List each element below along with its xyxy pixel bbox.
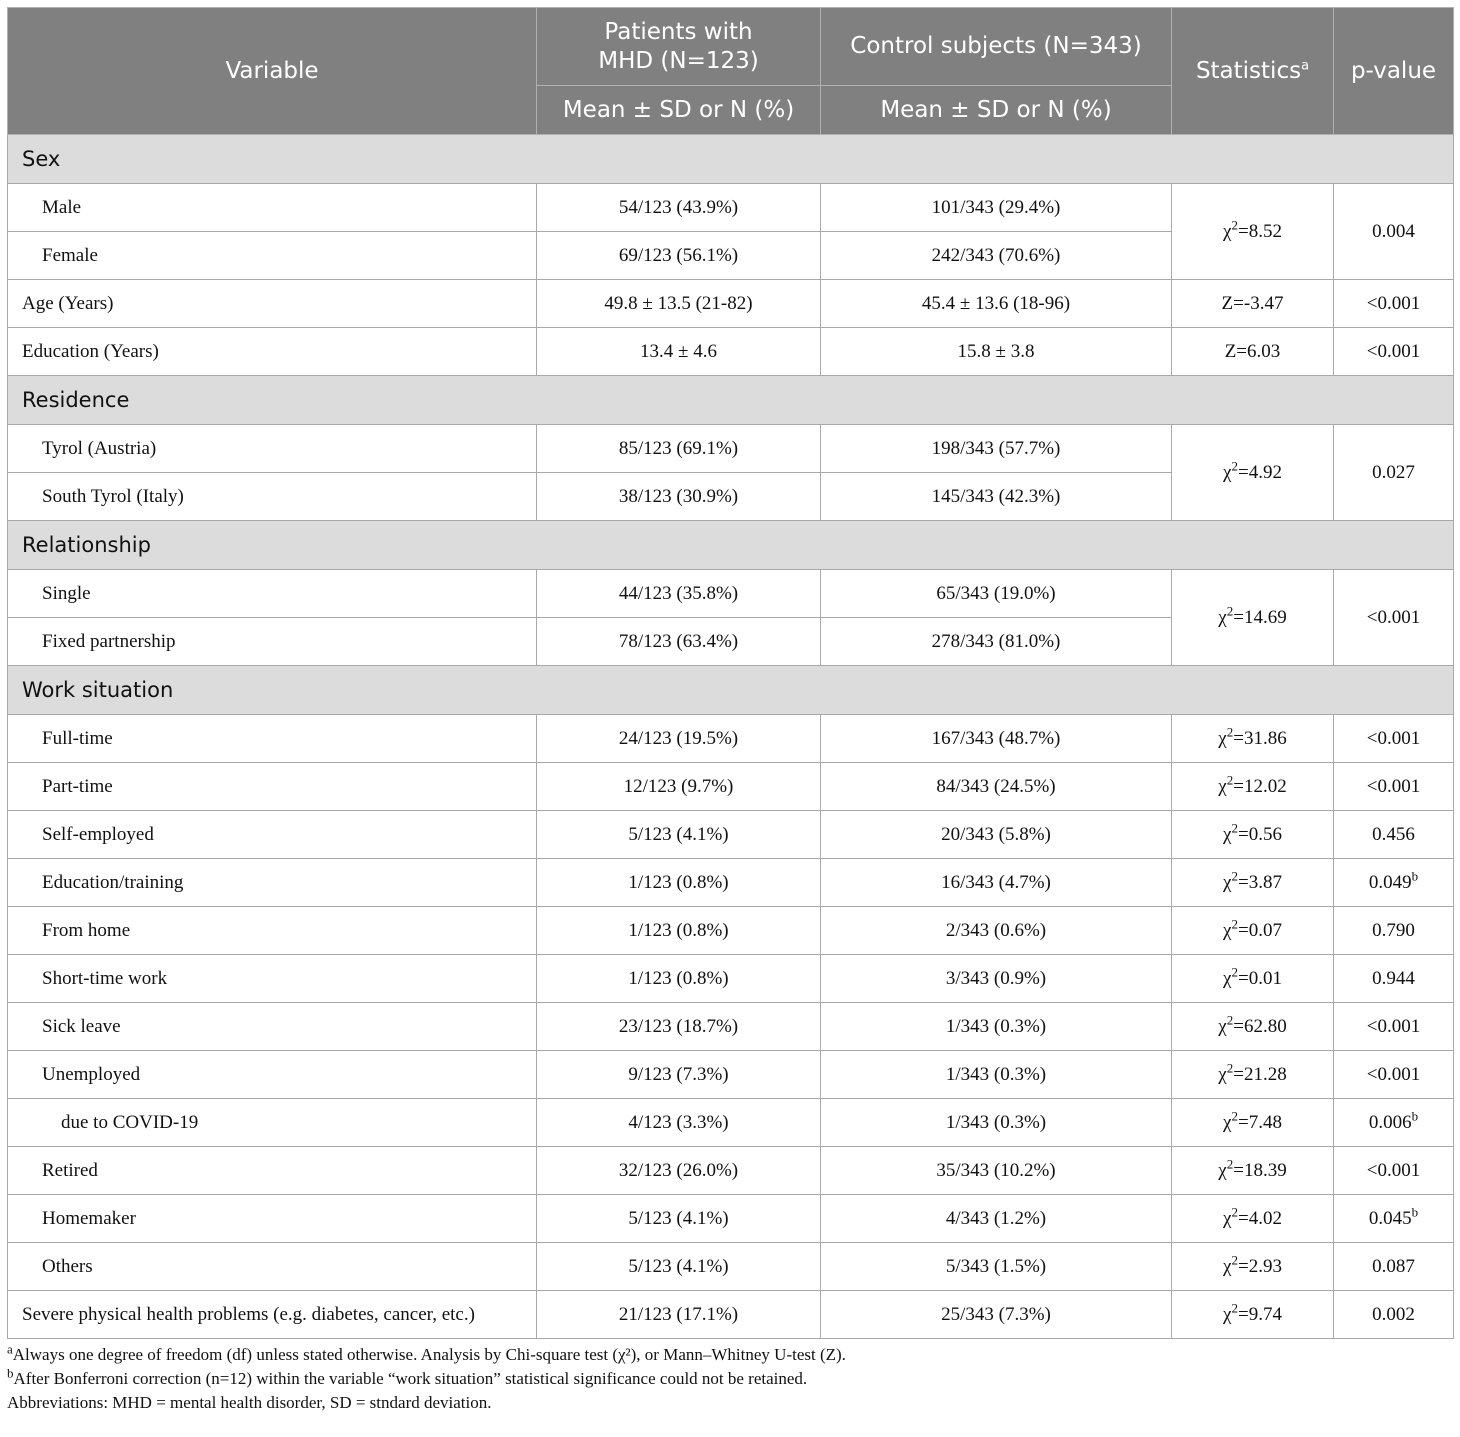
cell-pvalue: <0.001 <box>1334 570 1454 666</box>
row-label: Severe physical health problems (e.g. diabetes, cancer, etc.) <box>8 1291 537 1339</box>
cell-control: 1/343 (0.3%) <box>821 1003 1172 1051</box>
cell-control: 1/343 (0.3%) <box>821 1051 1172 1099</box>
footnote-b <box>7 1367 1453 1391</box>
stat-value: =8.52 <box>1237 220 1282 242</box>
cell-pvalue <box>1334 955 1454 1003</box>
row-label: due to COVID-19 <box>8 1099 537 1147</box>
cell-mhd: 38/123 (30.9%) <box>537 473 821 521</box>
pvalue-text: 0.049 <box>1368 871 1412 893</box>
cell-mhd: 1/123 (0.8%) <box>537 955 821 1003</box>
chi-exponent: 2 <box>1226 772 1234 788</box>
demographics-table <box>7 7 1454 1339</box>
stat-value: =0.01 <box>1237 967 1282 989</box>
section-row <box>8 521 1454 570</box>
cell-pvalue <box>1334 763 1454 811</box>
stat-value: =12.02 <box>1233 775 1287 797</box>
header-patients: Patients with MHD (N=123) <box>537 8 821 86</box>
cell-control: 84/343 (24.5%) <box>821 763 1172 811</box>
cell-mhd: 1/123 (0.8%) <box>537 907 821 955</box>
table-row <box>8 1291 1454 1339</box>
table-row <box>8 763 1454 811</box>
cell-control: 25/343 (7.3%) <box>821 1291 1172 1339</box>
cell-mhd: 78/123 (63.4%) <box>537 618 821 666</box>
cell-pvalue: <0.001 <box>1334 280 1454 328</box>
cell-statistic <box>1172 763 1334 811</box>
chi-symbol: χ <box>1223 823 1232 845</box>
pvalue-text: 0.790 <box>1372 919 1415 941</box>
cell-mhd: 24/123 (19.5%) <box>537 715 821 763</box>
work-situation-rows <box>8 715 1454 1291</box>
cell-statistic <box>1172 184 1334 280</box>
cell-control: 278/343 (81.0%) <box>821 618 1172 666</box>
chi-symbol: χ <box>1218 775 1227 797</box>
footnotes <box>7 1343 1453 1415</box>
abbreviations: Abbreviations: MHD = mental health disorder, SD = stndard deviation. <box>7 1393 492 1412</box>
chi-exponent: 2 <box>1231 916 1238 932</box>
table-row <box>8 1195 1454 1243</box>
row-label: Female <box>8 232 537 280</box>
row-label: Full-time <box>8 715 537 763</box>
chi-symbol: χ <box>1218 1015 1227 1037</box>
cell-control: 1/343 (0.3%) <box>821 1099 1172 1147</box>
cell-statistic <box>1172 907 1334 955</box>
cell-pvalue <box>1334 1099 1454 1147</box>
chi-symbol: χ <box>1223 1255 1232 1277</box>
table-row <box>8 1003 1454 1051</box>
cell-mhd: 21/123 (17.1%) <box>537 1291 821 1339</box>
footnote-marker-b: b <box>1411 1204 1419 1220</box>
chi-exponent: 2 <box>1231 1108 1238 1124</box>
row-label: Tyrol (Austria) <box>8 425 537 473</box>
stat-value: =31.86 <box>1233 727 1287 749</box>
table-row <box>8 859 1454 907</box>
header-variable: Variable <box>8 8 537 135</box>
table-row <box>8 184 1454 232</box>
row-label: Part-time <box>8 763 537 811</box>
cell-pvalue <box>1334 715 1454 763</box>
row-label: Single <box>8 570 537 618</box>
chi-symbol: χ <box>1223 919 1232 941</box>
pvalue-text: <0.001 <box>1366 775 1421 797</box>
header-row <box>8 8 1454 86</box>
table-row <box>8 328 1454 376</box>
cell-control: 45.4 ± 13.6 (18-96) <box>821 280 1172 328</box>
cell-statistic <box>1172 570 1334 666</box>
chi-exponent: 2 <box>1226 1012 1234 1028</box>
cell-mhd: 5/123 (4.1%) <box>537 811 821 859</box>
cell-statistic <box>1172 811 1334 859</box>
row-label: Male <box>8 184 537 232</box>
table-row <box>8 280 1454 328</box>
cell-statistic <box>1172 1003 1334 1051</box>
row-label: From home <box>8 907 537 955</box>
footnote-a <box>7 1343 1453 1367</box>
chi-symbol: χ <box>1218 1159 1227 1181</box>
cell-statistic: Z=6.03 <box>1172 328 1334 376</box>
table-row <box>8 715 1454 763</box>
cell-pvalue: <0.001 <box>1334 328 1454 376</box>
stat-value: =7.48 <box>1237 1111 1282 1133</box>
cell-mhd: 9/123 (7.3%) <box>537 1051 821 1099</box>
chi-symbol: χ <box>1223 461 1232 483</box>
chi-exponent: 2 <box>1231 1252 1238 1268</box>
header-statistics <box>1172 8 1334 135</box>
cell-control: 198/343 (57.7%) <box>821 425 1172 473</box>
cell-pvalue <box>1334 1147 1454 1195</box>
chi-exponent: 2 <box>1226 1156 1234 1172</box>
cell-statistic <box>1172 1099 1334 1147</box>
pvalue-text: <0.001 <box>1366 1063 1421 1085</box>
chi-symbol: χ <box>1223 1207 1232 1229</box>
cell-statistic <box>1172 1291 1334 1339</box>
row-label: Others <box>8 1243 537 1291</box>
section-sex: Sex <box>8 135 1454 184</box>
cell-mhd: 69/123 (56.1%) <box>537 232 821 280</box>
chi-symbol: χ <box>1218 1063 1227 1085</box>
cell-control: 3/343 (0.9%) <box>821 955 1172 1003</box>
chi-symbol: χ <box>1223 967 1232 989</box>
row-label: Retired <box>8 1147 537 1195</box>
cell-pvalue <box>1334 1051 1454 1099</box>
table-row <box>8 1243 1454 1291</box>
cell-statistic <box>1172 1243 1334 1291</box>
cell-statistic <box>1172 715 1334 763</box>
chi-symbol: χ <box>1218 606 1227 628</box>
cell-mhd: 49.8 ± 13.5 (21-82) <box>537 280 821 328</box>
cell-statistic <box>1172 425 1334 521</box>
chi-symbol: χ <box>1223 1111 1232 1133</box>
cell-mhd: 4/123 (3.3%) <box>537 1099 821 1147</box>
chi-exponent: 2 <box>1226 603 1234 619</box>
stat-value: =0.07 <box>1237 919 1282 941</box>
cell-mhd: 5/123 (4.1%) <box>537 1195 821 1243</box>
section-work: Work situation <box>8 666 1454 715</box>
table-row <box>8 1147 1454 1195</box>
cell-control: 15.8 ± 3.8 <box>821 328 1172 376</box>
cell-control: 101/343 (29.4%) <box>821 184 1172 232</box>
header-controls: Control subjects (N=343) <box>821 8 1172 86</box>
stat-value: =4.92 <box>1237 461 1282 483</box>
chi-exponent: 2 <box>1226 724 1234 740</box>
stat-value: =62.80 <box>1233 1015 1287 1037</box>
chi-exponent: 2 <box>1231 1204 1238 1220</box>
cell-mhd: 1/123 (0.8%) <box>537 859 821 907</box>
table-container <box>7 7 1453 1415</box>
cell-mhd: 44/123 (35.8%) <box>537 570 821 618</box>
chi-exponent: 2 <box>1231 868 1238 884</box>
pvalue-text: <0.001 <box>1366 727 1421 749</box>
table-row <box>8 1051 1454 1099</box>
chi-symbol: χ <box>1218 727 1227 749</box>
chi-exponent: 2 <box>1231 820 1238 836</box>
cell-control: 35/343 (10.2%) <box>821 1147 1172 1195</box>
header-statistics-label: Statistics <box>1195 57 1302 84</box>
row-label: Homemaker <box>8 1195 537 1243</box>
stat-value: =9.74 <box>1237 1303 1282 1325</box>
stat-value: =3.87 <box>1237 871 1282 893</box>
pvalue-text: 0.456 <box>1372 823 1415 845</box>
subheader-patients: Mean ± SD or N (%) <box>537 86 821 135</box>
cell-control: 20/343 (5.8%) <box>821 811 1172 859</box>
pvalue-text: 0.006 <box>1368 1111 1412 1133</box>
stat-value: =4.02 <box>1237 1207 1282 1229</box>
stat-value: =2.93 <box>1237 1255 1282 1277</box>
cell-mhd: 32/123 (26.0%) <box>537 1147 821 1195</box>
header-pvalue: p-value <box>1334 8 1454 135</box>
cell-pvalue <box>1334 1243 1454 1291</box>
cell-statistic <box>1172 955 1334 1003</box>
row-label: Unemployed <box>8 1051 537 1099</box>
cell-mhd: 85/123 (69.1%) <box>537 425 821 473</box>
cell-control: 65/343 (19.0%) <box>821 570 1172 618</box>
row-label: Sick leave <box>8 1003 537 1051</box>
stat-value: =18.39 <box>1233 1159 1287 1181</box>
cell-pvalue <box>1334 811 1454 859</box>
footnote-marker: b <box>7 1365 14 1381</box>
table-row <box>8 907 1454 955</box>
footnote-marker-b: b <box>1411 1108 1419 1124</box>
cell-mhd: 12/123 (9.7%) <box>537 763 821 811</box>
cell-statistic: Z=-3.47 <box>1172 280 1334 328</box>
cell-control: 16/343 (4.7%) <box>821 859 1172 907</box>
cell-pvalue: 0.027 <box>1334 425 1454 521</box>
row-label: Short-time work <box>8 955 537 1003</box>
cell-control: 4/343 (1.2%) <box>821 1195 1172 1243</box>
stat-value: =14.69 <box>1233 606 1287 628</box>
row-label: Education (Years) <box>8 328 537 376</box>
cell-mhd: 54/123 (43.9%) <box>537 184 821 232</box>
chi-exponent: 2 <box>1226 1060 1234 1076</box>
cell-control: 242/343 (70.6%) <box>821 232 1172 280</box>
chi-symbol: χ <box>1223 871 1232 893</box>
chi-symbol: χ <box>1223 220 1232 242</box>
table-row <box>8 425 1454 473</box>
row-label: Fixed partnership <box>8 618 537 666</box>
cell-pvalue: 0.004 <box>1334 184 1454 280</box>
section-row <box>8 376 1454 425</box>
pvalue-text: <0.001 <box>1366 1015 1421 1037</box>
section-row <box>8 135 1454 184</box>
chi-exponent: 2 <box>1231 964 1238 980</box>
footnote-marker-b: b <box>1411 868 1419 884</box>
section-relationship: Relationship <box>8 521 1454 570</box>
section-row <box>8 666 1454 715</box>
pvalue-text: <0.001 <box>1366 1159 1421 1181</box>
cell-pvalue <box>1334 859 1454 907</box>
cell-control: 2/343 (0.6%) <box>821 907 1172 955</box>
cell-statistic <box>1172 1147 1334 1195</box>
cell-control: 145/343 (42.3%) <box>821 473 1172 521</box>
cell-pvalue: 0.002 <box>1334 1291 1454 1339</box>
cell-statistic <box>1172 859 1334 907</box>
row-label: Self-employed <box>8 811 537 859</box>
pvalue-text: 0.045 <box>1368 1207 1412 1229</box>
cell-mhd: 5/123 (4.1%) <box>537 1243 821 1291</box>
row-label: Education/training <box>8 859 537 907</box>
table-row <box>8 811 1454 859</box>
cell-statistic <box>1172 1195 1334 1243</box>
row-label: South Tyrol (Italy) <box>8 473 537 521</box>
cell-control: 5/343 (1.5%) <box>821 1243 1172 1291</box>
chi-exponent: 2 <box>1231 458 1238 474</box>
section-residence: Residence <box>8 376 1454 425</box>
footnote-text: Always one degree of freedom (df) unless stated otherwise. Analysis by Chi-square test (χ²), or Mann–Whitney U-test (Z). <box>12 1345 846 1364</box>
pvalue-text: 0.944 <box>1372 967 1415 989</box>
footnote-marker-a: a <box>1301 57 1310 73</box>
cell-statistic <box>1172 1051 1334 1099</box>
chi-exponent: 2 <box>1231 1300 1238 1316</box>
footnote-text: After Bonferroni correction (n=12) within the variable “work situation” statistical significance could not be retained. <box>13 1369 808 1388</box>
stat-value: =0.56 <box>1237 823 1282 845</box>
cell-pvalue <box>1334 1003 1454 1051</box>
table-row <box>8 955 1454 1003</box>
cell-mhd: 23/123 (18.7%) <box>537 1003 821 1051</box>
cell-control: 167/343 (48.7%) <box>821 715 1172 763</box>
table-row <box>8 1099 1454 1147</box>
chi-exponent: 2 <box>1231 217 1238 233</box>
chi-symbol: χ <box>1223 1303 1232 1325</box>
cell-pvalue <box>1334 1195 1454 1243</box>
subheader-controls: Mean ± SD or N (%) <box>821 86 1172 135</box>
row-label: Age (Years) <box>8 280 537 328</box>
stat-value: =21.28 <box>1233 1063 1287 1085</box>
cell-mhd: 13.4 ± 4.6 <box>537 328 821 376</box>
cell-pvalue <box>1334 907 1454 955</box>
pvalue-text: 0.087 <box>1372 1255 1415 1277</box>
footnote-marker: a <box>7 1341 13 1357</box>
table-row <box>8 570 1454 618</box>
